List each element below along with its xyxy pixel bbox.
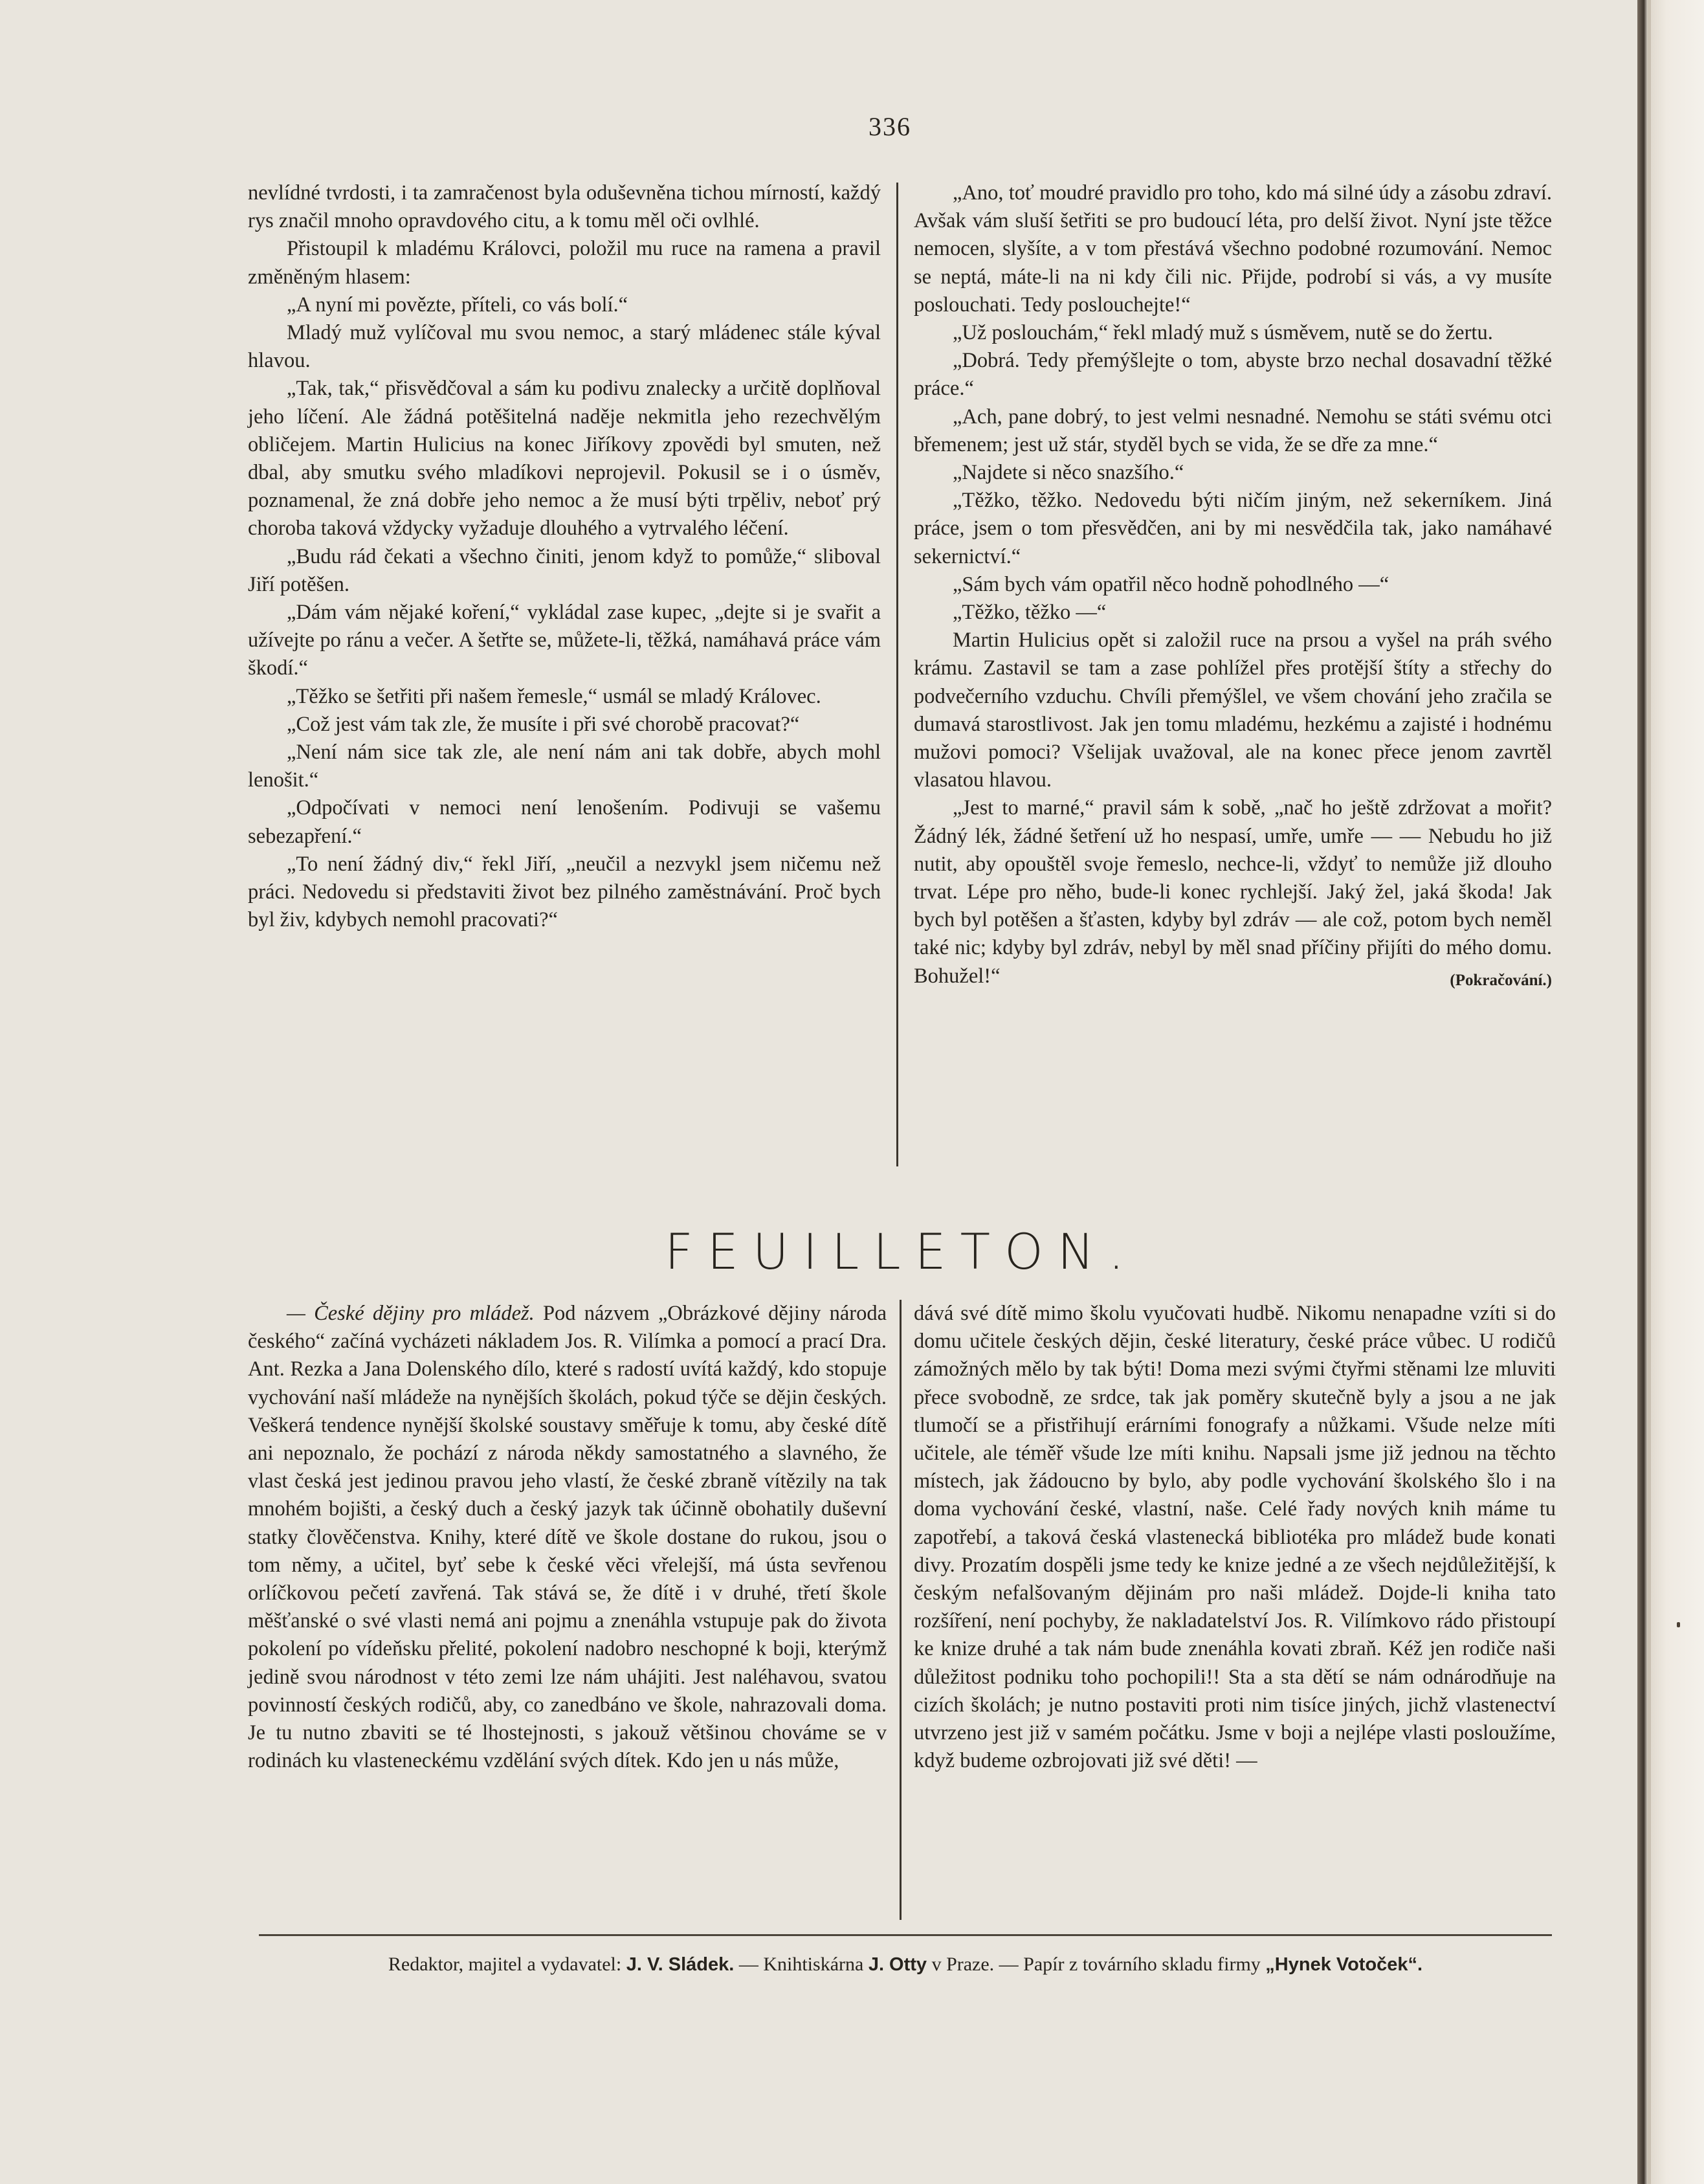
continued-note: (Pokračování.): [1450, 971, 1552, 989]
paragraph: „Těžko, těžko. Nedovedu býti ničím jiným, než sekerníkem. Jiná práce, jsem o tom přesvědčen, ani by mi nesvědčila tak, jako namáhavé sekernictví.“: [914, 489, 1552, 568]
paragraph: „Sám bych vám opatřil něco hodně pohodlného —“: [953, 572, 1389, 596]
printer-label: — Knihtiskárna: [734, 1954, 869, 1975]
paragraph: [248, 1300, 887, 1775]
paragraph: „Odpočívati v nemoci není lenošením. Podivuji se vašemu sebezapření.“: [248, 796, 881, 848]
feuilleton-column-right: [914, 1300, 1556, 1775]
column-rule: [900, 1300, 902, 1920]
paragraph: „To není žádný div,“ řekl Jiří, „neučil a nezvykl jsem ničemu než práci. Nedovedu si představiti život bez pilného zaměstnávání. Proč bych byl živ, kdybych nemohl pracovati?“: [248, 852, 881, 932]
paragraph: „Dám vám nějaké koření,“ vykládal zase kupec, „dejte si je svařit a užívejte po ránu a večer. A šetřte se, můžete-li, těžká, namáhavá práce vám škodí.“: [248, 601, 881, 680]
paragraph: „Tak, tak,“ přisvědčoval a sám ku podivu znalecky a určitě doplňoval jeho líčení. Ale žádná potěšitelná naděje nekmitla jeho rezechvělým obličejem. Martin Hulicius na konec Jiříkovy zpovědi byl smuten, než dbal, aby smutku svého mladíkovi neprojevil. Pokusil se i o úsměv, poznamenal, že zná dobře jeho nemoc a že musí býti trpěliv, neboť prý choroba taková vždycky vyžaduje dlouhého a vytrvalého léčení.: [248, 377, 881, 540]
feuilleton-heading: — České dějiny pro mládež.: [287, 1302, 535, 1325]
paragraph: „Což jest vám tak zle, že musíte i při své chorobě pracovat?“: [287, 712, 800, 736]
paragraph: „Ach, pane dobrý, to jest velmi nesnadné. Nemohu se státi svému otci břemenem; jest už stár, styděl bych se vida, že se dře za mne.“: [914, 405, 1552, 456]
paragraph: „Není nám sice tak zle, ale není nám ani tak dobře, abych mohl lenošit.“: [248, 741, 881, 792]
paper-firm: „Hynek Votoček“.: [1265, 1954, 1423, 1975]
page-number: 336: [869, 112, 911, 141]
paragraph: Martin Hulicius opět si založil ruce na prsou a vyšel na práh svého krámu. Zastavil se tam a zase pohlížel přes protější štíty a střechy do podvečerního vzduchu. Chvíli přemýšlel, ve všem chování jeho zračila se dumavá starostlivost. Jak jen tomu mladému, hezkému a zajisté i hodnému mužovi pomoci? Všelijak uvažoval, ale na konec přece jenom zavrtěl vlasatou hlavou.: [914, 629, 1552, 792]
paragraph: nevlídné tvrdosti, i ta zamračenost byla oduševněna tichou mírností, každý rys značil mnoho opravdového citu, a k tomu měl oči ovlhlé.: [248, 181, 881, 233]
paragraph: „Těžko se šetřiti při našem řemesle,“ usmál se mladý Královec.: [287, 684, 821, 708]
footer-rule: [259, 1934, 1552, 1936]
paragraph: „Budu rád čekati a všechno činiti, jenom když to pomůže,“ sliboval Jiří potěšen.: [248, 544, 881, 596]
editor-label: Redaktor, majitel a vydavatel:: [388, 1954, 626, 1975]
paragraph: „Dobrá. Tedy přemýšlejte o tom, abyste brzo nechal dosavadní těžké práce.“: [914, 349, 1552, 401]
paragraph: Přistoupil k mladému Královci, položil mu ruce na ramena a pravil změněným hlasem:: [248, 237, 881, 289]
paragraph: „Najdete si něco snazšího.“: [953, 461, 1184, 485]
paragraph: „Těžko, těžko —“: [953, 601, 1107, 625]
paragraph: Mladý muž vylíčoval mu svou nemoc, a starý mládenec stále kýval hlavou.: [248, 321, 881, 373]
editor-name: J. V. Sládek.: [626, 1954, 735, 1975]
paragraph: [914, 794, 1552, 990]
paragraph-text: „Jest to marné,“ pravil sám k sobě, „nač ho ještě zdržovat a mořit? Žádný lék, žádné šetření už ho nespasí, umře, umře — — Nebudu ho již nutit, aby opouštěl svoje řemeslo, nechce-li, vždyť to nemůže již dlouho trvat. Lépe pro něho, bude-li konec rychlejší. Jaký žel, jaká škoda! Jak bych byl potěšen a šťasten, kdyby byl zdráv — ale což, potom bych neměl také nic; kdyby byl zdráv, nebyl by měl snad příčiny přijíti do mého domu. Bohužel!“: [914, 796, 1552, 988]
column-rule: [896, 183, 898, 1166]
paragraph: „Ano, toť moudré pravidlo pro toho, kdo má silné údy a zásobu zdraví. Avšak vám sluší šetřiti se pro budoucí léta, pro delší život. Nyní jste těžce nemocen, slyšíte, a v tom přestává všechno podobné rozumování. Nemoc se neptá, máte-li na ni kdy čili nic. Přijde, podrobí si vás, a vy musíte poslouchati. Tedy poslouchejte!“: [914, 181, 1552, 317]
paragraph: „A nyní mi povězte, příteli, co vás bolí.“: [287, 293, 628, 317]
feuilleton-column-left: [248, 1300, 887, 1775]
paragraph-text: Pod názvem „Obrázkové dějiny národa českého“ začíná vycházeti nákladem Jos. R. Vilímka a pomocí a prací Dra. Ant. Rezka a Jana Dolenského dílo, které s radostí uvítá každý, kdo stopuje vychování naší mládeže na nynějších školách, pokud týče se dějin českých. Veškerá tendence nynější školské soustavy směřuje k tomu, aby české dítě ani nepoznalo, že pochází z národa někdy samostatného a slavného, že vlast česká jest jedinou pravou jeho vlastí, že české zbraně vítězily na tak mnohém bojišti, a český duch a český jazyk tak účinně obohatily duševní statky člověčenstva. Knihy, které dítě ve škole dostane do rukou, jsou o tom němy, a učitel, byť sebe k české věci vřelejší, má ústa sevřenou orlíčkovou pečetí zavřená. Tak stává se, že dítě i v druhé, třetí škole měšťanské o své vlasti nemá ani pojmu a znenáhla vstupuje pak do života pokolení po vídeňsku přelité, pokolení nadobro neschopné k boji, kterýmž jedině svou národnost v této zemi lze nám uhájiti. Jest naléhavou, svatou povinností českých rodičů, aby, co zanedbáno ve škole, nahrazovali doma. Je tu nutno zbaviti se té lhostejnosti, s jakouž většinou chováme se v rodinách ku vlasteneckému vzdělání svých dítek. Kdo jen u nás může,: [248, 1302, 887, 1773]
printer-place: v Praze. — Papír z továrního skladu firmy: [927, 1954, 1266, 1975]
story-column-left: [248, 179, 881, 934]
story-column-right: [914, 179, 1552, 994]
paragraph: dává své dítě mimo školu vyučovati hudbě. Nikomu nenapadne vzíti si do domu učitele českých dějin, české literatury, české práce vůbec. U rodičů zámožných mělo by tak býti! Doma mezi svými čtyřmi stěnami lze mluviti přece svobodně, ze srdce, tak jak poměry skutečně byly a jsou a ne jak tlumočí se a přistřihují erárními fonografy a nůžkami. Všude nelze míti učitele, ale téměř všude lze míti knihu. Napsali jsme již jednou na těchto místech, jak žádoucno by bylo, aby podle vychování školského šlo i na doma vychování české, vlastní, naše. Celé řady nových knih máme tu zapotřebí, a taková česká vlastenecká bibliotéka pro mládež bude konati divy. Prozatím dospěli jsme tedy ke knize jedné a ze všech nejdůležitější, k českým nefalšovaným dějinám pro naši mládež. Dojde-li kniha tato rozšíření, není pochyby, že nakladatelství Jos. R. Vilímkovo rádo přistoupí ke knize druhé a tak nám bude znenáhla kovati zbraň. Kéž jen rodiče naši důležitost podniku toho pochopili!! Sta a sta dětí se nám odnárodňuje na cizích školách; je nutno postaviti proti nim tisíce jiných, jichž vlastenectví utvrzeno jest již v samém počátku. Jsme v boji a nejlépe vlasti posloužíme, když budeme ozbrojovati již své děti! —: [914, 1302, 1556, 1773]
imprint-footer: [259, 1954, 1552, 1976]
section-title: FEUILLETON.: [665, 1223, 1138, 1280]
printer-name: J. Otty: [868, 1954, 927, 1975]
spine-mark: [1677, 1622, 1680, 1627]
paragraph: „Už poslouchám,“ řekl mladý muž s úsměvem, nutě se do žertu.: [953, 321, 1493, 345]
spine-edge: [1648, 0, 1651, 2184]
